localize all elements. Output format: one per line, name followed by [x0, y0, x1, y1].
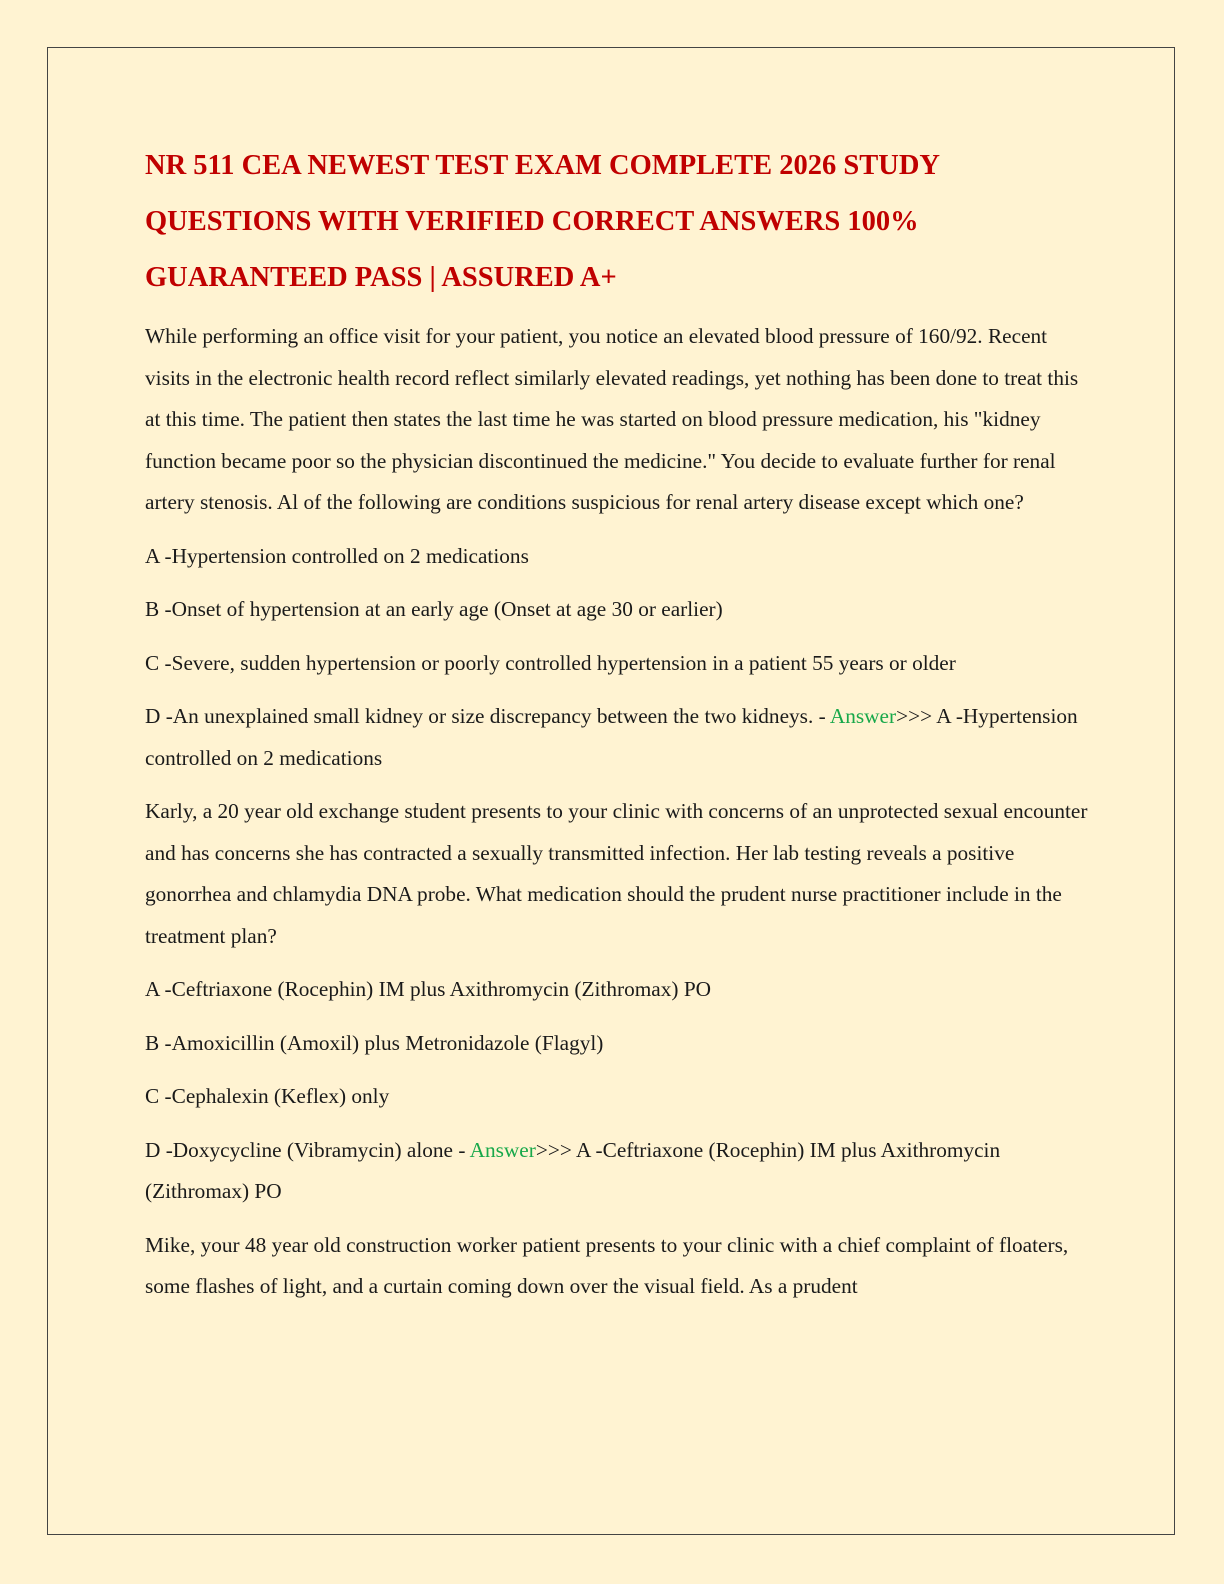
- question-2-option-c: C -Cephalexin (Keflex) only: [145, 1084, 390, 1108]
- question-1-option-a: A -Hypertension controlled on 2 medications: [145, 543, 529, 568]
- question-2-option-a: A -Ceftriaxone (Rocephin) IM plus Axithromycin (Zithromax) PO: [145, 977, 712, 1001]
- question-2-answer: A -Ceftriaxone (Rocephin) IM plus Axithromycin (Zithromax) PO: [145, 1137, 1001, 1203]
- answer-marker: >>>: [896, 704, 933, 728]
- question-1-option-b: B -Onset of hypertension at an early age (Onset at age 30 or earlier): [145, 597, 723, 621]
- answer-label: Answer: [469, 1137, 536, 1162]
- question-1-option-d-with-answer: [145, 696, 1090, 779]
- question-2-stem: Karly, a 20 year old exchange student presents to your clinic with concerns of an unprotected sexual encounter and has concerns she has contracted a sexually transmitted infection. Her lab testing reveals a positive gonorrhea and chlamydia DNA probe. What medication should the prudent nurse practitioner include in the treatment plan?: [145, 799, 1088, 948]
- question-1-option-d: D -An unexplained small kidney or size discrepancy between the two kidneys. -: [145, 704, 830, 728]
- document-title: NR 511 CEA NEWEST TEST EXAM COMPLETE 2026 STUDY QUESTIONS WITH VERIFIED CORRECT ANSWERS 100% GUARANTEED PASS | ASSURED A+: [145, 150, 939, 293]
- question-3-stem: Mike, your 48 year old construction worker patient presents to your clinic with a chief complaint of floaters, some flashes of light, and a curtain coming down over the visual field. As a prudent: [145, 1232, 1069, 1298]
- question-2-option-b: B -Amoxicillin (Amoxil) plus Metronidazole (Flagyl): [145, 1030, 604, 1055]
- document-body: [145, 138, 1090, 1320]
- question-1-answer: A -Hypertension controlled on 2 medications: [145, 704, 1078, 770]
- question-1-stem: While performing an office visit for your patient, you notice an elevated blood pressure of 160/92. Recent visits in the electronic health record reflect similarly elevated readings, yet nothing has been done to treat this at this time. The patient then states the last time he was started on blood pressure medication, his "kidney function became poor so the physician discontinued the medicine." You decide to evaluate further for renal artery stenosis. Al of the following are conditions suspicious for renal artery disease except which one?: [145, 324, 1079, 514]
- question-2-option-d-with-answer: [145, 1130, 1090, 1213]
- answer-label: Answer: [829, 704, 897, 728]
- answer-marker: >>>: [535, 1137, 572, 1162]
- question-1-option-c: C -Severe, sudden hypertension or poorly controlled hypertension in a patient 55 years or older: [145, 650, 956, 675]
- question-2-option-d: D -Doxycycline (Vibramycin) alone -: [145, 1137, 470, 1162]
